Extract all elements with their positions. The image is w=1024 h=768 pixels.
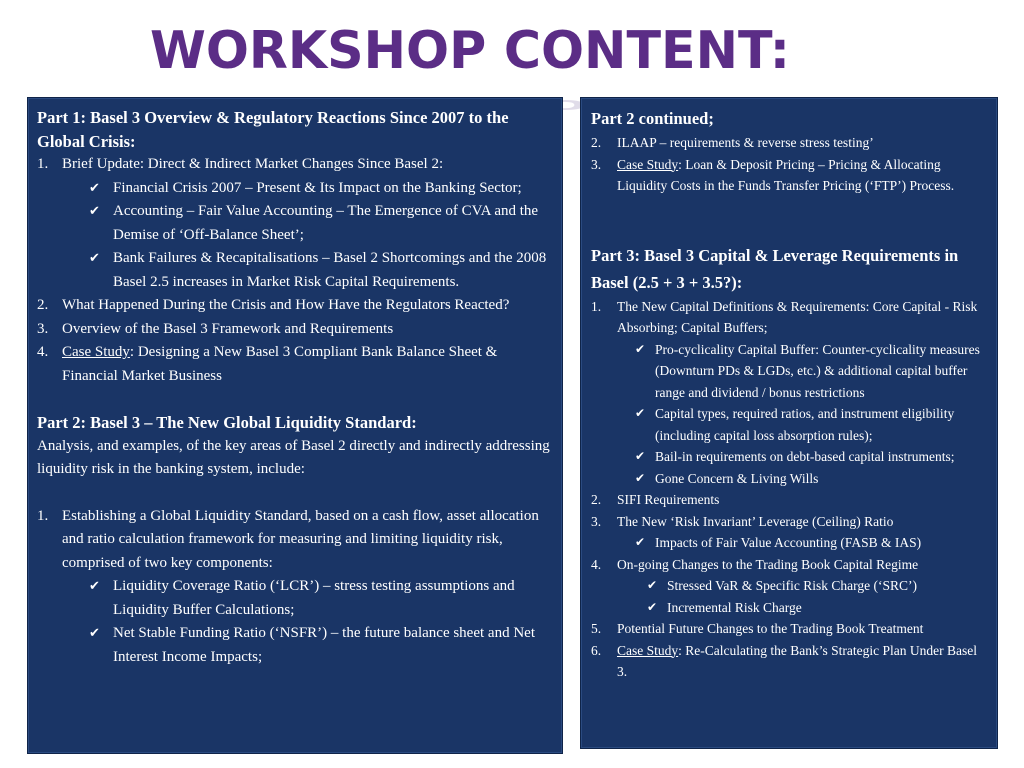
list-number: 2. bbox=[37, 297, 49, 313]
check-item-text: Accounting – Fair Value Accounting – The Emergence of CVA and the Demise of ‘Off-Balance Sheet’; bbox=[113, 203, 539, 243]
check-item-text: Bail-in requirements on debt-based capital instruments; bbox=[655, 449, 955, 464]
left-content-panel bbox=[27, 97, 563, 754]
check-item bbox=[37, 177, 552, 201]
right-content-panel bbox=[580, 97, 998, 749]
list-item bbox=[37, 505, 552, 576]
checkmark-icon: ✔ bbox=[635, 341, 646, 356]
list-item bbox=[591, 618, 987, 640]
list-number: 6. bbox=[591, 642, 602, 658]
list-item-text: On-going Changes to the Trading Book Capital Regime bbox=[617, 556, 919, 572]
list-item-text: SIFI Requirements bbox=[617, 492, 720, 507]
check-item-text: Capital types, required ratios, and instrument eligibility (including capital loss absorption rules); bbox=[655, 406, 955, 443]
list-number: 2. bbox=[591, 135, 602, 150]
list-item-text: Brief Update: Direct & Indirect Market Changes Since Basel 2: bbox=[62, 156, 444, 172]
case-study-text: : Re-Calculating the Bank’s Strategic Plan Under Basel 3. bbox=[617, 642, 977, 679]
list-item-text: The New ‘Risk Invariant’ Leverage (Ceiling) Ratio bbox=[617, 513, 894, 529]
checkmark-icon: ✔ bbox=[89, 626, 100, 641]
part1-heading: Part 1: Basel 3 Overview & Regulatory Reactions Since 2007 to the Global Crisis: bbox=[37, 108, 509, 151]
check-item-text: Financial Crisis 2007 – Present & Its Impact on the Banking Sector; bbox=[113, 179, 522, 196]
checkmark-icon: ✔ bbox=[89, 579, 100, 594]
list-item-text bbox=[62, 341, 552, 388]
list-number: 3. bbox=[591, 156, 602, 172]
part2-continued-heading: Part 2 continued; bbox=[591, 109, 714, 128]
checkmark-icon: ✔ bbox=[89, 204, 100, 219]
checkmark-icon: ✔ bbox=[635, 470, 646, 485]
checkmark-icon: ✔ bbox=[89, 180, 100, 196]
list-item-text bbox=[617, 640, 987, 683]
spacer bbox=[37, 482, 552, 505]
list-item-text bbox=[617, 154, 987, 197]
case-study-label: Case Study bbox=[617, 156, 679, 172]
check-item-text: Gone Concern & Living Wills bbox=[655, 470, 819, 486]
list-item bbox=[591, 511, 987, 533]
slide-title bbox=[0, 10, 1024, 90]
check-item-text: Incremental Risk Charge bbox=[667, 599, 802, 615]
case-study-text: : Designing a New Basel 3 Compliant Bank Balance Sheet & Financial Market Business bbox=[62, 344, 498, 384]
list-number: 4. bbox=[591, 556, 602, 572]
checkmark-icon: ✔ bbox=[647, 599, 658, 614]
check-item-text: Pro-cyclicality Capital Buffer: Counter-cyclicality measures (Downturn PDs & LGDs, etc.) & additional capital buffer range and dividend / bonus restrictions bbox=[655, 341, 980, 400]
checkmark-icon: ✔ bbox=[635, 406, 646, 420]
checkmark-icon: ✔ bbox=[647, 578, 658, 592]
list-number: 4. bbox=[37, 344, 49, 360]
list-number: 2. bbox=[591, 492, 602, 507]
check-item bbox=[37, 247, 552, 294]
list-item bbox=[37, 341, 552, 388]
checkmark-icon: ✔ bbox=[89, 251, 100, 266]
check-item bbox=[591, 446, 987, 468]
check-item bbox=[37, 200, 552, 247]
list-item-text: Potential Future Changes to the Trading Book Treatment bbox=[617, 621, 924, 636]
slide-title-text: WORKSHOP CONTENT: bbox=[150, 21, 790, 81]
check-item-text: Net Stable Funding Ratio (‘NSFR’) – the future balance sheet and Net Interest Income Impacts; bbox=[113, 625, 535, 665]
spacer bbox=[37, 388, 552, 411]
case-study-label: Case Study bbox=[62, 344, 130, 360]
list-item bbox=[591, 154, 987, 197]
part3-heading: Part 3: Basel 3 Capital & Leverage Requirements in Basel (2.5 + 3 + 3.5?): bbox=[591, 245, 959, 292]
case-study-label: Case Study bbox=[617, 642, 679, 658]
check-item bbox=[37, 575, 552, 622]
list-item bbox=[37, 294, 552, 318]
check-item-text: Stressed VaR & Specific Risk Charge (‘SRC’) bbox=[667, 578, 917, 593]
check-item bbox=[591, 468, 987, 490]
spacer bbox=[591, 197, 987, 242]
check-item-text: Bank Failures & Recapitalisations – Basel 2 Shortcomings and the 2008 Basel 2.5 increases in Market Risk Capital Requirements. bbox=[113, 250, 547, 290]
list-number: 1. bbox=[37, 507, 49, 524]
checkmark-icon: ✔ bbox=[635, 535, 646, 549]
list-item-text: The New Capital Definitions & Requirements: Core Capital - Risk Absorbing; Capital Buffers; bbox=[617, 298, 978, 335]
list-item bbox=[37, 318, 552, 342]
check-item-text: Impacts of Fair Value Accounting (FASB & IAS) bbox=[655, 535, 922, 550]
check-item bbox=[591, 532, 987, 554]
check-item bbox=[591, 597, 987, 619]
list-item bbox=[591, 640, 987, 683]
check-item bbox=[591, 575, 987, 597]
list-item-text: Overview of the Basel 3 Framework and Requirements bbox=[62, 320, 394, 337]
list-number: 3. bbox=[591, 513, 602, 529]
part2-heading: Part 2: Basel 3 – The New Global Liquidity Standard: bbox=[37, 413, 417, 432]
list-item bbox=[591, 489, 987, 511]
list-item bbox=[37, 153, 552, 177]
list-number: 5. bbox=[591, 621, 602, 636]
check-item bbox=[591, 403, 987, 446]
check-item bbox=[591, 339, 987, 404]
check-item bbox=[37, 622, 552, 669]
case-study-text: : Loan & Deposit Pricing – Pricing & Allocating Liquidity Costs in the Funds Transfer Pricing (‘FTP’) Process. bbox=[617, 156, 955, 193]
list-item-text: Establishing a Global Liquidity Standard, based on a cash flow, asset allocation and ratio calculation framework for measuring and limiting liquidity risk, comprised of two key components: bbox=[62, 507, 539, 571]
list-item bbox=[591, 132, 987, 154]
list-number: 3. bbox=[37, 320, 49, 337]
list-number: 1. bbox=[37, 156, 49, 172]
list-item bbox=[591, 296, 987, 339]
check-item-text: Liquidity Coverage Ratio (‘LCR’) – stress testing assumptions and Liquidity Buffer Calculations; bbox=[113, 578, 515, 618]
part2-intro: Analysis, and examples, of the key areas of Basel 2 directly and indirectly addressing liquidity risk in the banking system, include: bbox=[37, 437, 550, 477]
list-number: 1. bbox=[591, 298, 602, 314]
checkmark-icon: ✔ bbox=[635, 449, 646, 463]
list-item bbox=[591, 554, 987, 576]
list-item-text: ILAAP – requirements & reverse stress testing’ bbox=[617, 135, 874, 150]
list-item-text: What Happened During the Crisis and How Have the Regulators Reacted? bbox=[62, 297, 510, 313]
